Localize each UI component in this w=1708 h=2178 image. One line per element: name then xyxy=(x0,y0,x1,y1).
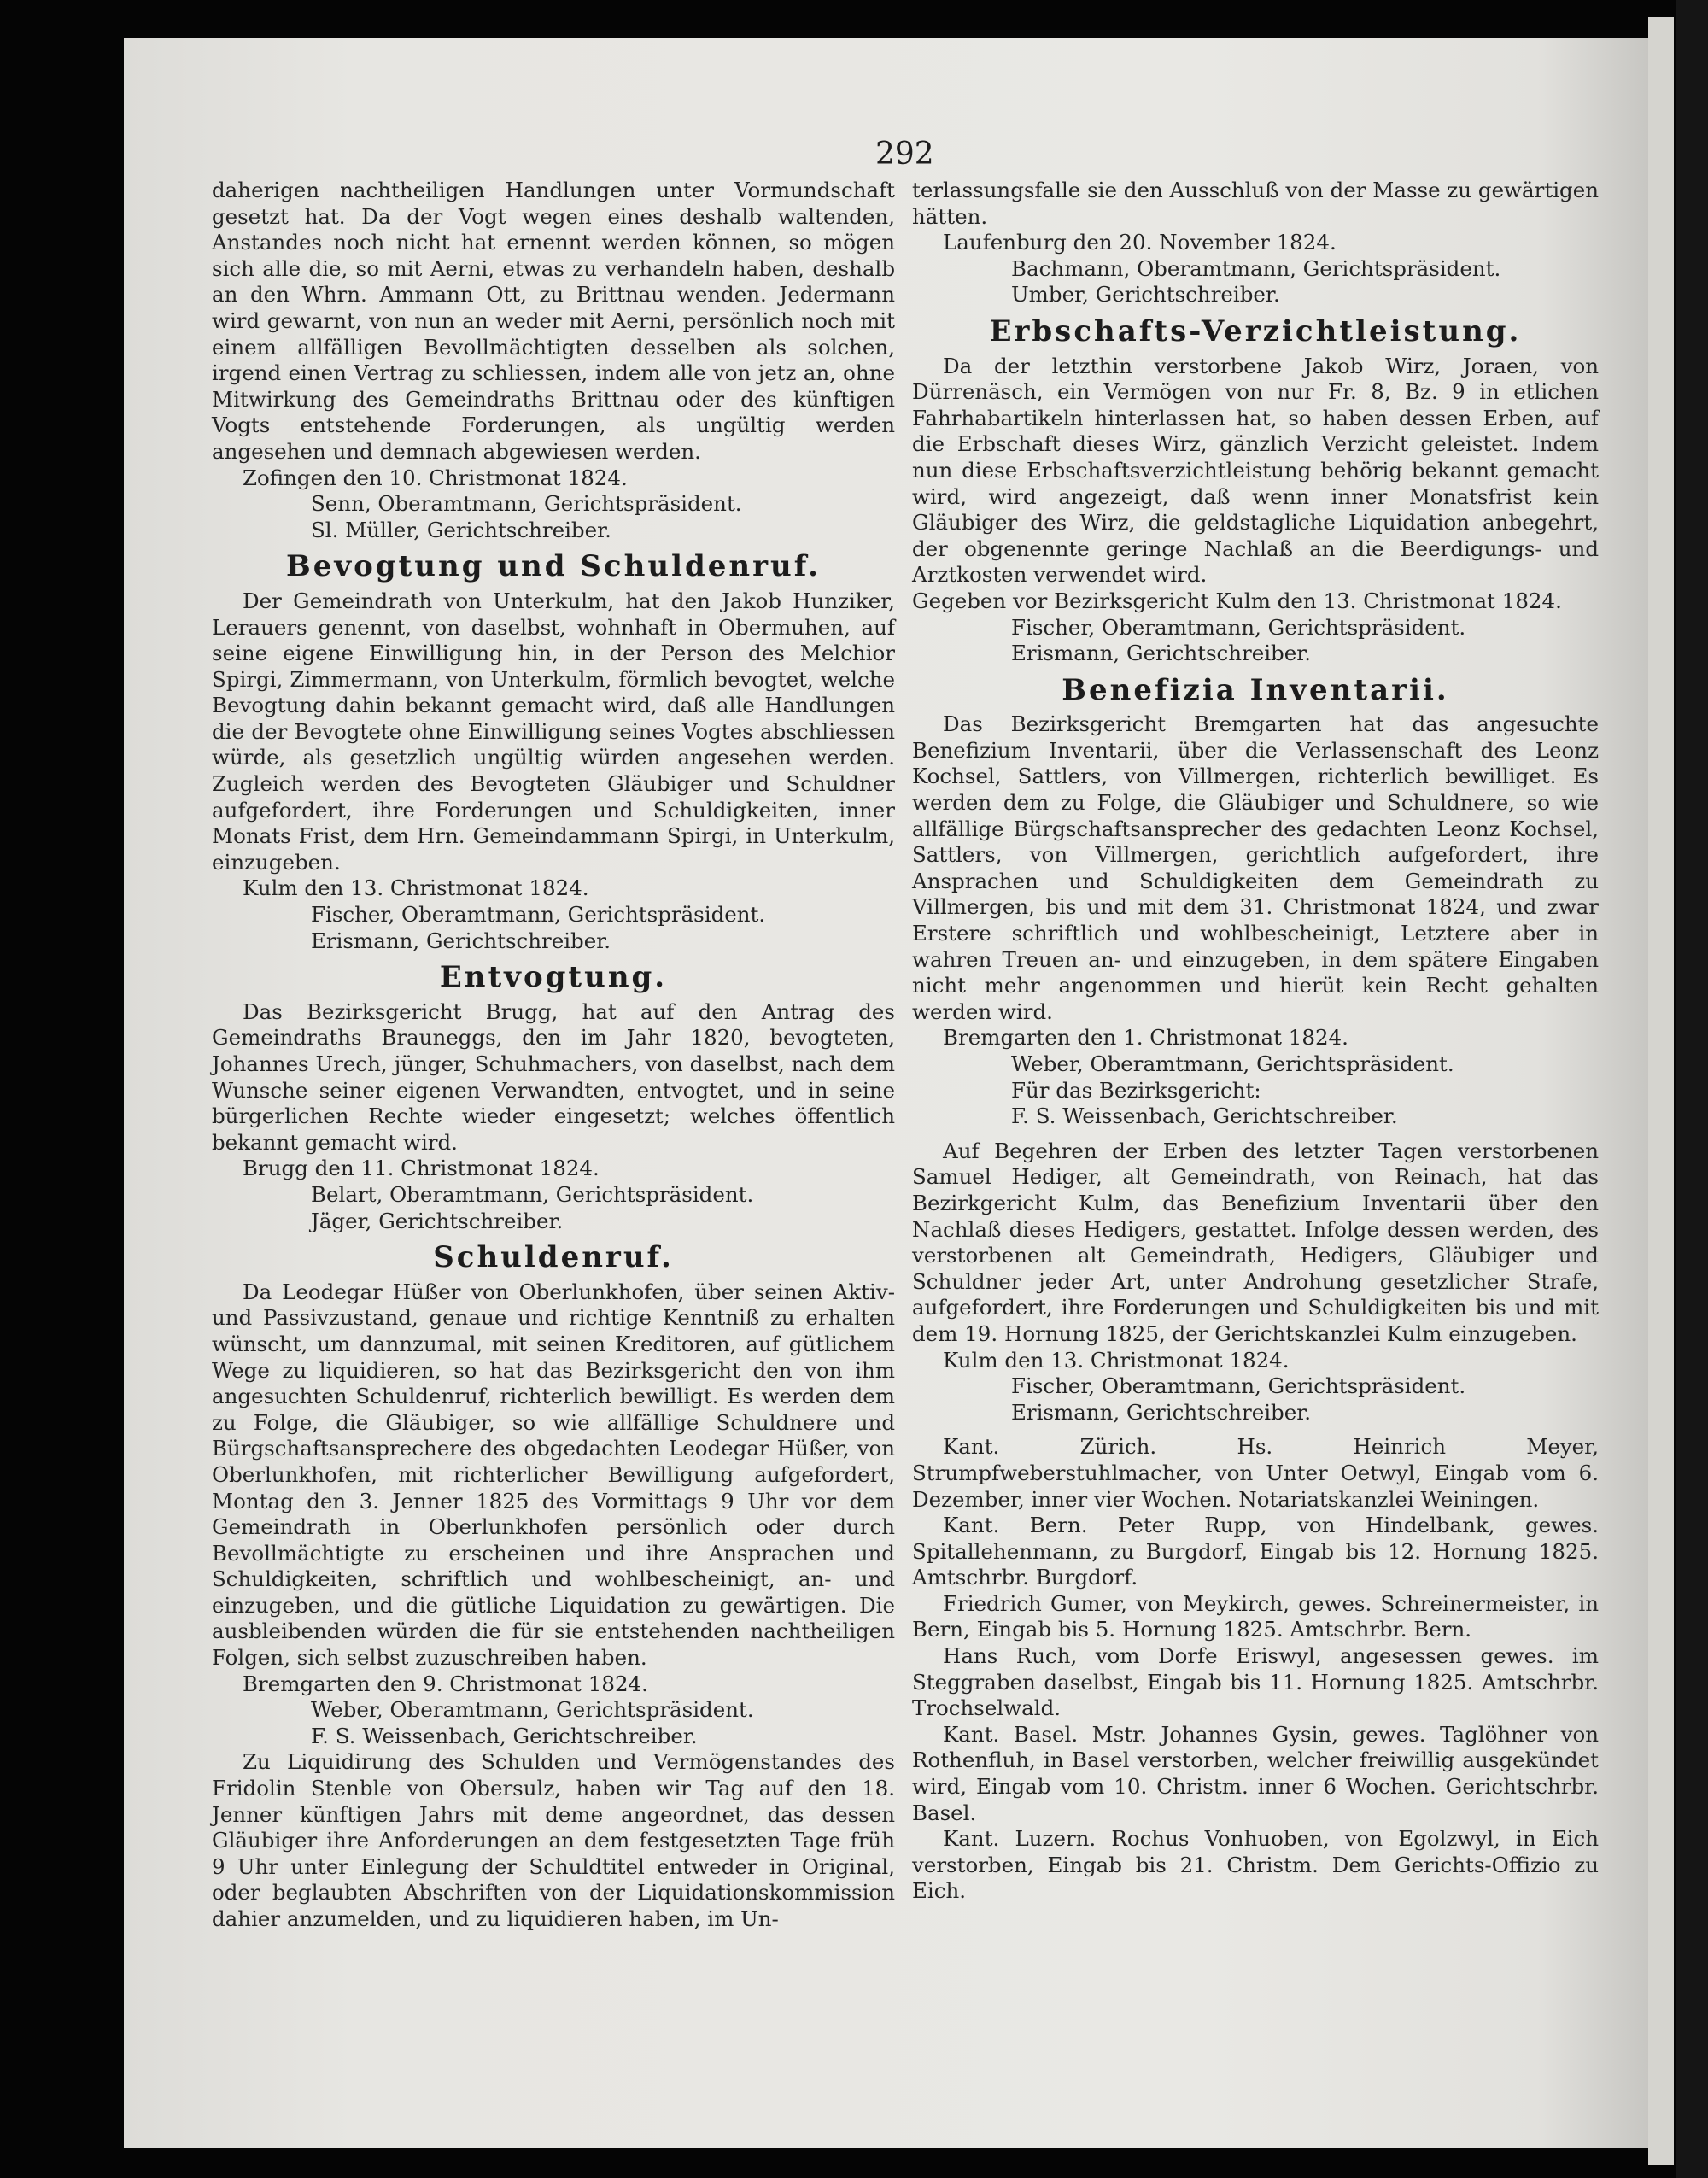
paragraph: terlassungsfalle sie den Ausschluß von der Masse zu gewärtigen hätten. xyxy=(912,178,1599,229)
signature: Erismann, Gerichtschreiber. xyxy=(1011,1399,1312,1425)
date-line: Kulm den 13. Christmonat 1824. xyxy=(943,1347,1290,1373)
notice-entry: Kant. Zürich. Hs. Heinrich Meyer, Strumpfweberstuhlmacher, von Unter Oetwyl, Eingab vom 6. Dezember, inner vier Wochen. Notariatskanzlei Weiningen. xyxy=(912,1434,1599,1512)
signature: Fischer, Oberamtmann, Gerichtspräsident. xyxy=(1011,614,1466,640)
paragraph: daherigen nachtheiligen Handlungen unter Vormundschaft gesetzt hat. Da der Vogt wegen eines deshalb waltenden, Anstandes noch nicht hat ernennt werden können, so mögen sich alle die, so mit Aerni, etwas zu verhandeln haben, deshalb an den Whrn. Ammann Ott, zu Brittnau wenden. Jedermann wird gewarnt, von nun an weder mit Aerni, persönlich noch mit einem allfälligen Bevollmächtigten desselben als solchen, irgend einen Vertrag zu schliessen, indem alle von jetz an, ohne Mitwirkung des Gemeindraths Brittnau oder des künftigen Vogts entstehende Forderungen, als ungültig werden angesehen und demnach abgewiesen werden. xyxy=(212,178,895,464)
section-heading: Entvogtung. xyxy=(439,960,668,995)
signature: Belart, Oberamtmann, Gerichtspräsident. xyxy=(311,1181,754,1207)
signature: F. S. Weissenbach, Gerichtschreiber. xyxy=(311,1723,698,1748)
signature: Erismann, Gerichtschreiber. xyxy=(1011,641,1312,666)
section-heading: Schuldenruf. xyxy=(433,1240,674,1275)
signature: Umber, Gerichtschreiber. xyxy=(1011,282,1280,307)
paragraph: Das Bezirksgericht Brugg, hat auf den Antrag des Gemeindraths Brauneggs, den im Jahr 1820, bevogteten, Johannes Urech, jünger, Schuhmachers, von daselbst, nach dem Wunsche seiner eigenen Verwandten, entvogtet, und in seine bürgerlichen Rechte wieder eingesetzt; welches öffentlich bekannt gemacht wird. xyxy=(212,998,895,1155)
scan-border xyxy=(1676,0,1708,2178)
date-line: Bremgarten den 9. Christmonat 1824. xyxy=(243,1671,648,1696)
paragraph: Zu Liquidirung des Schulden und Vermögenstandes des Fridolin Stenble von Obersulz, haben wir Tag auf den 18. Jenner künftigen Jahrs mit deme angeordnet, das dessen Gläubiger ihre Anforderungen an dem festgesetzten Tage früh 9 Uhr unter Einlegung der Schuldtitel entweder in Original, oder beglaubten Abschriften von der Liquidationskommission dahier anzumelden, und zu liquidieren haben, im Un- xyxy=(212,1749,895,1931)
notice-entry: Kant. Luzern. Rochus Vonhuoben, von Egolzwyl, in Eich verstorben, Eingab bis 21. Christm. Dem Gerichts-Offizio zu Eich. xyxy=(912,1826,1599,1904)
signature: Erismann, Gerichtschreiber. xyxy=(311,928,611,953)
page-number: 292 xyxy=(875,137,934,172)
right-column xyxy=(912,178,1599,1905)
notice-entry: Friedrich Gumer, von Meykirch, gewes. Schreinermeister, in Bern, Eingab bis 5. Hornung 1825. Amtschrbr. Bern. xyxy=(912,1590,1599,1642)
signature: Bachmann, Oberamtmann, Gerichtspräsident. xyxy=(1011,255,1501,281)
section-heading: Benefizia Inventarii. xyxy=(1062,672,1449,707)
date-line: Kulm den 13. Christmonat 1824. xyxy=(243,875,589,901)
signature: Weber, Oberamtmann, Gerichtspräsident. xyxy=(1011,1051,1454,1076)
signature: Weber, Oberamtmann, Gerichtspräsident. xyxy=(311,1697,754,1723)
date-line: Gegeben vor Bezirksgericht Kulm den 13. Christmonat 1824. xyxy=(912,588,1562,613)
paragraph: Der Gemeindrath von Unterkulm, hat den Jakob Hunziker, Lerauers genennt, von daselbst, wohnhaft in Obermuhen, auf seine eigene Einwilligung hin, in der Person des Melchior Spirgi, Zimmermann, von Unterkulm, förmlich bevogtet, welche Bevogtung dahin bekannt gemacht wird, daß alle Handlungen die der Bevogtete ohne Einwilligung seines Vogtes abschliessen würde, als gesetzlich ungültig würden angesehen werden. Zugleich werden des Bevogteten Gläubiger und Schuldner aufgefordert, ihre Forderungen und Schuldigkeiten, inner Monats Frist, dem Hrn. Gemeindammann Spirgi, in Unterkulm, einzugeben. xyxy=(212,588,895,875)
section-heading: Bevogtung und Schuldenruf. xyxy=(285,549,821,584)
paragraph: Da Leodegar Hüßer von Oberlunkhofen, über seinen Aktiv- und Passivzustand, genaue und richtige Kenntniß zu erhalten wünscht, um dannzumal, mit seinen Kreditoren, auf gütlichem Wege zu liquidieren, so hat das Bezirksgericht den von ihm angesuchten Schuldenruf, richterlich bewilligt. Es werden dem zu Folge, die Gläubiger, so wie allfällige Schuldnere und Bürgschaftsansprechere des obgedachten Leodegar Hüßer, von Oberlunkhofen, mit richterlicher Bewilligung aufgefordert, Montag den 3. Jenner 1825 des Vormittags 9 Uhr vor dem Gemeindrath in Oberlunkhofen persönlich oder durch Bevollmächtigte zu erscheinen und ihre Ansprachen und Schuldigkeiten, schriftlich und wohlbescheinigt, an- und einzugeben, und die gütliche Liquidation zu gewärtigen. Die ausbleibenden würden die für sie entstehenden nachtheiligen Folgen, sich selbst zuzuschreiben haben. xyxy=(212,1279,895,1671)
date-line: Bremgarten den 1. Christmonat 1824. xyxy=(943,1025,1348,1051)
signature: Für das Bezirksgericht: xyxy=(1011,1077,1261,1103)
notice-entry: Kant. Basel. Mstr. Johannes Gysin, gewes. Taglöhner von Rothenfluh, in Basel verstorben, welcher freiwillig ausgekündet wird, Eingab vom 10. Christm. inner 6 Wochen. Gerichtschrbr. Basel. xyxy=(912,1721,1599,1825)
left-column xyxy=(212,178,895,1933)
notice-entry: Hans Ruch, vom Dorfe Eriswyl, angesessen gewes. im Steggraben daselbst, Eingab bis 11. Hornung 1825. Amtschrbr. Trochselwald. xyxy=(912,1643,1599,1721)
date-line: Brugg den 11. Christmonat 1824. xyxy=(243,1156,600,1181)
date-line: Zofingen den 10. Christmonat 1824. xyxy=(243,465,628,490)
signature: Fischer, Oberamtmann, Gerichtspräsident. xyxy=(1011,1373,1466,1399)
signature: Senn, Oberamtmann, Gerichtspräsident. xyxy=(311,491,742,517)
signature: Fischer, Oberamtmann, Gerichtspräsident. xyxy=(311,902,766,928)
signature: Jäger, Gerichtschreiber. xyxy=(311,1208,564,1233)
next-page-edge xyxy=(1648,17,1674,2165)
paragraph: Das Bezirksgericht Bremgarten hat das angesuchte Benefizium Inventarii, über die Verlassenschaft des Leonz Kochsel, Sattlers, von Villmergen, richterlich bewilliget. Es werden dem zu Folge, die Gläubiger und Schuldnere, so wie allfällige Bürgschaftsansprecher des gedachten Leonz Kochsel, Sattlers, von Villmergen, gerichtlich aufgefordert, ihre Ansprachen und Schuldigkeiten dem Gemeindrath zu Villmergen, bis und mit dem 31. Christmonat 1824, und zwar Erstere schriftlich und wohlbescheinigt, Letztere aber in wahren Treuen an- und einzugeben, in dem spätere Eingaben nicht mehr angenommen und hierüt kein Recht gehalten werden wird. xyxy=(912,711,1599,1024)
paragraph: Da der letzthin verstorbene Jakob Wirz, Joraen, von Dürrenäsch, ein Vermögen von nur Fr. 8, Bz. 9 in etlichen Fahrhabartikeln hinterlassen hat, so haben dessen Erben, auf die Erbschaft dieses Wirz, gänzlich Verzicht geleistet. Indem nun diese Erbschaftsverzichtleistung behörig bekannt gemacht wird, wird angezeigt, daß wenn inner Monatsfrist kein Gläubiger des Wirz, die geldstagliche Liquidation anbegehrt, der obgenennte geringe Nachlaß an die Beerdigungs- und Arztkosten verwendet wird. xyxy=(912,353,1599,588)
paragraph: Auf Begehren der Erben des letzter Tagen verstorbenen Samuel Hediger, alt Gemeindrath, von Reinach, hat das Bezirkgericht Kulm, das Benefizium Inventarii über den Nachlaß dieses Hedigers, gestattet. Infolge dessen werden, des verstorbenen alt Gemeindrath, Hedigers, Gläubiger und Schuldner jeder Art, unter Androhung gesetzlicher Strafe, aufgefordert, ihre Forderungen und Schuldigkeiten bis und mit dem 19. Hornung 1825, der Gerichtskanzlei Kulm einzugeben. xyxy=(912,1138,1599,1346)
section-heading: Erbschafts-Verzichtleistung. xyxy=(989,313,1522,348)
signature: Sl. Müller, Gerichtschreiber. xyxy=(311,517,611,542)
notice-entry: Kant. Bern. Peter Rupp, von Hindelbank, gewes. Spitallehenmann, zu Burgdorf, Eingab bis 12. Hornung 1825. Amtschrbr. Burgdorf. xyxy=(912,1513,1599,1590)
signature: F. S. Weissenbach, Gerichtschreiber. xyxy=(1011,1104,1398,1129)
date-line: Laufenburg den 20. November 1824. xyxy=(943,230,1337,255)
